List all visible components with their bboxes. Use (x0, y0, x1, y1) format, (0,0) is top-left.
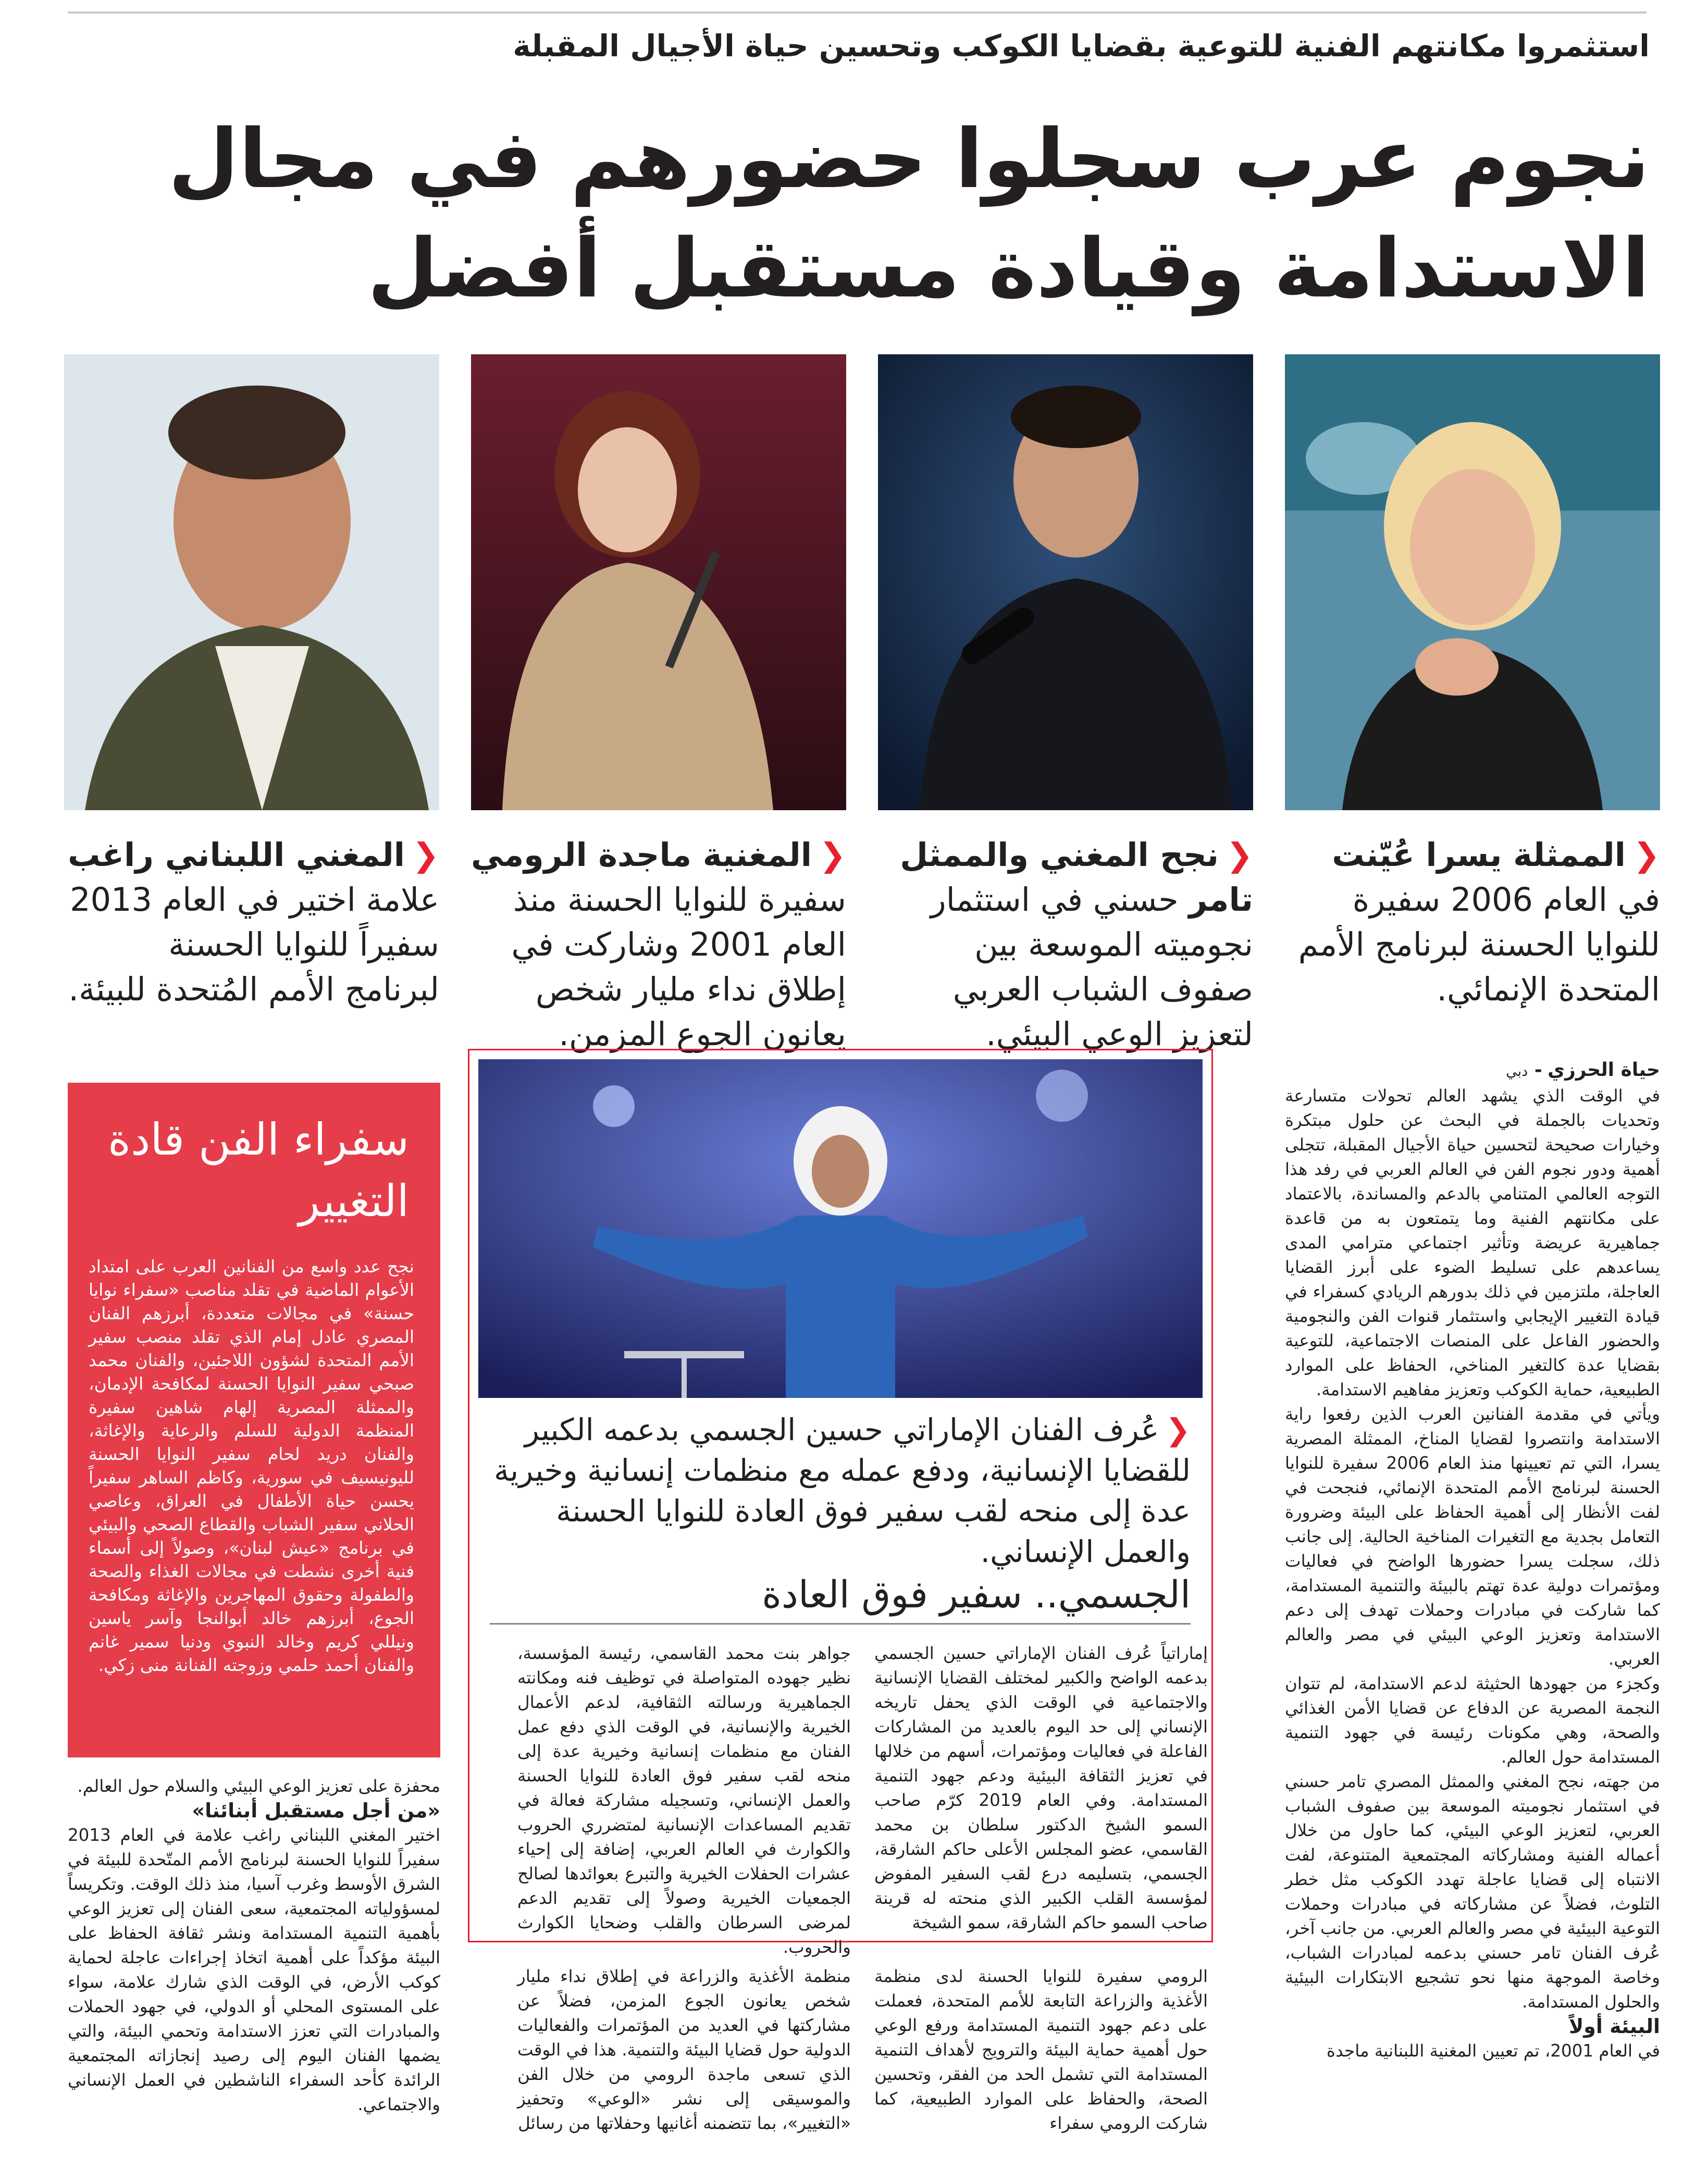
byline: حياة الحرزي - دبي (1506, 1059, 1660, 1081)
sidebar-title: سفراء الفن قادة التغيير (108, 1114, 409, 1227)
chevron-left-icon: ❮ (1165, 1412, 1191, 1447)
article-column-3: منظمة الأغذية والزراعة في إطلاق نداء مليار شخص يعانون الجوع المزمن، فضلاً عن مشاركتها في العديد من المؤتمرات والفعاليات الدولية حول قضايا البيئة والتنمية. هذا في الوقت الذي تسعى ماجدة الرومي من خلال الفن والموسيقى إلى نشر «الوعي» وتحفيز «التغيير»، بما تتضمنه أغانيها وحفلاتها من رسائل (517, 1966, 851, 2133)
subheading: «من أجل مستقبل أبنائنا» (192, 1799, 440, 1822)
paragraph: من جهته، نجح المغني والممثل المصري تامر حسني في استثمار نجوميته الموسعة بين صفوف الشباب العربي، لتعزيز الوعي البيئي، كما حاول من خلال أعماله الفنية ومشاركاته المجتمعية المتنوعة، لفت الانتباه إلى قضايا عاجلة تهدد الكوكب مثل خطر التلوث، فضلاً عن مشاركاته في مبادرات وحملات التوعية البيئية في مصر والعالم العربي. من جانب آخر، عُرف الفنان تامر حسني بدعمه لمبادرات الشباب، وخاصة الموجهة منها نحو تشجيع الابتكارات البيئية والحلول المستدامة. (1285, 1772, 1660, 2012)
caption-text: في العام 2006 سفيرة للنوايا الحسنة لبرنامج الأمم المتحدة الإنمائي. (1298, 881, 1660, 1008)
sidebar-box (68, 1083, 440, 1757)
headline (60, 104, 1650, 323)
caption-lead: المغني اللبناني راغب (68, 836, 405, 874)
chevron-left-icon: ❮ (1226, 836, 1253, 874)
caption-lead: الممثلة يسرا عُيّنت (1332, 836, 1626, 874)
paragraph: في العام 2001، تم تعيين المغنية اللبنانية ماجدة (1327, 2041, 1660, 2061)
subheading: البيئة أولاً (1568, 2015, 1660, 2038)
caption-majida-el-roumi (471, 833, 846, 1057)
photo-hussain-al-jassmi (478, 1059, 1203, 1398)
photo-majida-el-roumi (471, 354, 846, 810)
paragraph: محفزة على تعزيز الوعي البيئي والسلام حول العالم. (77, 1776, 440, 1796)
article-column-2: الرومي سفيرة للنوايا الحسنة لدى منظمة الأغذية والزراعة التابعة للأمم المتحدة، فعملت على دعم جهود التنمية المستدامة ورفع الوعي حول أهمية حماية البيئة والترويج لأهداف التنمية المستدامة التي تشمل الحد من الفقر، وتحسين الصحة، والحفاظ على الموارد الطبيعية، كما شاركت الرومي سفراء (874, 1966, 1208, 2133)
caption-yousra (1285, 833, 1660, 1012)
caption-text: سفيرة للنوايا الحسنة منذ العام 2001 وشاركت في إطلاق نداء مليار شخص يعانون الجوع المزمن. (511, 881, 846, 1053)
chevron-left-icon: ❮ (412, 836, 439, 874)
caption-tamer-hosny (878, 833, 1253, 1057)
feature-caption: ❮عُرف الفنان الإماراتي حسين الجسمي بدعمه الكبير للقضايا الإنسانية، ودفع عمله مع منظمات إنسانية وخيرية عدة إلى منحه لقب سفير فوق العادة للنوايا الحسنة والعمل الإنساني. (493, 1412, 1191, 1569)
paragraph: وكجزء من جهودها الحثيثة لدعم الاستدامة، لم تتوان النجمة المصرية عن الدفاع عن قضايا الأمن الغذائي والصحة، وهي مكونات رئيسة في جهود التنمية المستدامة حول العالم. (1285, 1674, 1660, 1767)
caption-lead: المغنية ماجدة الرومي (471, 836, 812, 874)
paragraph: ويأتي في مقدمة الفنانين العرب الذين رفعوا راية الاستدامة وانتصروا لقضايا المناخ، الممثلة المصرية يسرا، التي تم تعيينها منذ العام 2006 سفيرة للنوايا الحسنة لبرنامج الأمم المتحدة الإنمائي، فنجحت في لفت الأنظار إلى أهمية الحفاظ على البيئة وضرورة التعامل بجدية مع التغيرات المناخية الحالية. إلى جانب ذلك، سجلت يسرا حضورها الواضح في فعاليات ومؤتمرات دولية عدة تهتم بالبيئة والتنمية المستدامة، كما شاركت في مبادرات وحملات تهدف إلى دعم الاستدامة وتعزيز الوعي البيئي في مصر والعالم العربي. (1285, 1404, 1660, 1669)
caption-ragheb-alama (64, 833, 439, 1012)
divider (490, 1623, 1191, 1625)
article-column-1 (1285, 1058, 1660, 2173)
photo-yousra (1285, 354, 1660, 810)
headline-line-2: الاستدامة وقيادة مستقبل أفضل (367, 221, 1650, 316)
caption-text: حسني في استثمار نجوميته الموسعة بين صفوف الشباب العربي لتعزيز الوعي البيئي. (930, 881, 1253, 1053)
feature-title: الجسمي.. سفير فوق العادة (762, 1572, 1191, 1616)
headline-line-1: نجوم عرب سجلوا حضورهم في مجال (168, 112, 1650, 206)
photo-tamer-hosny (878, 354, 1253, 810)
paragraph: في الوقت الذي يشهد العالم تحولات متسارعة وتحديات بالجملة في البحث عن حلول مبتكرة وخيارات صحيحة لتحسين حياة الأجيال المقبلة، تتجلى أهمية ودور نجوم الفن في العالم العربي في رفد هذا التوجه العالمي المتنامي بالدعم والمساندة، بالاعتماد على مكانتهم الفنية وما يتمتعون به من قاعدة جماهيرية عريضة وتأثير اجتماعي مترامي المدى يساعدهم على تسليط الضوء على أبرز القضايا العاجلة، ملتزمين في ذلك بدورهم الريادي كسفراء في قيادة التغيير الإيجابي واستثمار قنوات الفن والنجومية والحضور الفاعل على المنصات الاجتماعية، للتوعية بقضايا عدة كالتغير المناخي، الحفاظ على الموارد الطبيعية، حماية الكوكب وتعزيز مفاهيم الاستدامة. (1285, 1086, 1660, 1399)
feature-column-a: إماراتياً عُرف الفنان الإماراتي حسين الجسمي بدعمه الواضح والكبير لمختلف القضايا الإنسانية والاجتماعية في الوقت الذي يحفل تاريخه الإنساني إلى حد اليوم بالعديد من المشاركات الفاعلة في فعاليات ومؤتمرات، أسهم من خلالها في تعزيز الثقافة البيئية ودعم جهود التنمية المستدامة. وفي العام 2019 كرّم صاحب السمو الشيخ الدكتور سلطان بن محمد القاسمي، عضو المجلس الأعلى حاكم الشارقة، الجسمي، بتسليمه درع لقب السفير المفوض لمؤسسة القلب الكبير الذي منحته له قرينة صاحب السمو حاكم الشارقة، سمو الشيخة (874, 1643, 1208, 1933)
chevron-left-icon: ❮ (819, 836, 846, 874)
chevron-left-icon: ❮ (1633, 836, 1660, 874)
paragraph: اختير المغني اللبناني راغب علامة في العام 2013 سفيراً للنوايا الحسنة لبرنامج الأمم المتّحدة للبيئة في الشرق الأوسط وغرب آسيا، منذ ذلك الوقت. وتكريساً لمسؤولياته المجتمعية، سعى الفنان إلى تعزيز الوعي بأهمية التنمية المستدامة ونشر ثقافة الحفاظ على البيئة مؤكداً على أهمية اتخاذ إجراءات عاجلة لحماية كوكب الأرض، في الوقت الذي شارك علامة، سواء على المستوى المحلي أو الدولي، في جهود الحملات والمبادرات التي تعزز الاستدامة وتحمي البيئة، والتي يضمها الفنان اليوم إلى رصيد إنجازاته المجتمعية الرائدة كأحد السفراء الناشطين في العمل الإنساني والاجتماعي. (68, 1825, 440, 2114)
sidebar-body: نجح عدد واسع من الفنانين العرب على امتداد الأعوام الماضية في تقلد مناصب «سفراء نوايا حسنة» في مجالات متعددة، أبرزهم الفنان المصري عادل إمام الذي تقلد منصب سفير الأمم المتحدة لشؤون اللاجئين، والفنان محمد صبحي سفير النوايا الحسنة لمكافحة الإدمان، والممثلة المصرية إلهام شاهين سفيرة المنظمة الدولية للسلم والرعاية والإغاثة، والفنان دريد لحام سفير النوايا الحسنة لليونيسيف في سورية، وكاظم الساهر سفيراً يحسن حياة الأطفال في العراق، وعاصي الحلاني سفير الشباب والقطاع الصحي والبيئي في برنامج «عيش لبنان»، وصولاً إلى أسماء فنية أخرى نشطت في مجالات الغذاء والصحة والطفولة وحقوق المهاجرين والإغاثة ومكافحة الجوع، أبرزهم خالد أبوالنجا وآسر ياسين ونيللي كريم وخالد النبوي ودنيا سمير غانم والفنان أحمد حلمي وزوجته الفنانة منى زكي. (89, 1256, 414, 1675)
kicker: استثمروا مكانتهم الفنية للتوعية بقضايا الكوكب وتحسين حياة الأجيال المقبلة (513, 28, 1650, 64)
caption-text: علامة اختير في العام 2013 سفيراً للنوايا الحسنة لبرنامج الأمم المُتحدة للبيئة. (68, 881, 439, 1008)
top-rule (68, 11, 1647, 14)
photo-ragheb-alama (64, 354, 439, 810)
feature-column-b: جواهر بنت محمد القاسمي، رئيسة المؤسسة، نظير جهوده المتواصلة في توظيف فنه ومكانته الجماهيرية ورسالته الثقافية، لدعم الأعمال الخيرية والإنسانية، في الوقت الذي دفع عمل الفنان مع منظمات إنسانية وخيرية عدة إلى منحه لقب سفير فوق العادة للنوايا الحسنة والعمل الإنساني، وتسجيله مشاركة فعالة في تقديم المساعدات الإنسانية لمتضرري الحروب والكوارث في العالم العربي، إضافة إلى إحياء عشرات الحفلات الخيرية والتبرع بعوائدها لصالح الجمعيات الخيرية وصولاً إلى تقديم الدعم لمرضى السرطان والقلب وضحايا الكوارث والحروب. (517, 1643, 851, 1957)
article-column-4 (68, 1774, 440, 2170)
caption-lead: نجح المغني والممثل تامر (900, 836, 1253, 919)
